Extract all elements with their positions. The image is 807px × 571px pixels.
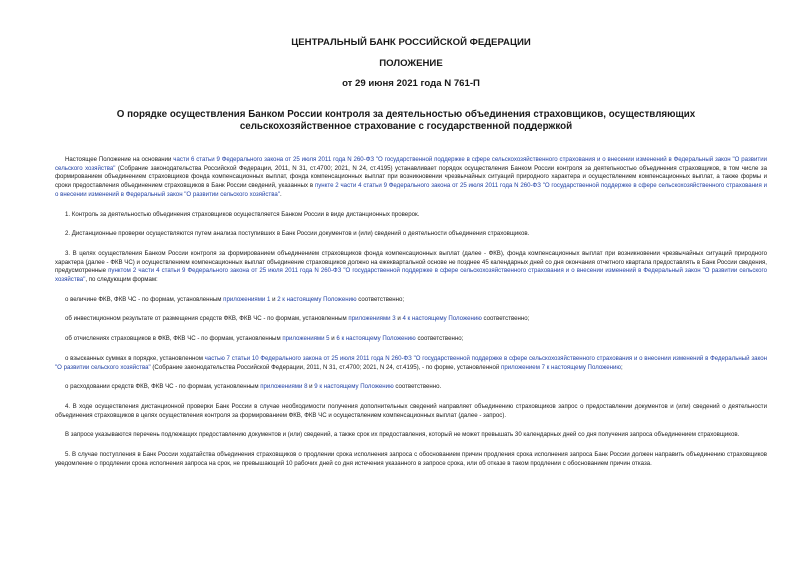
appendix-link[interactable]: 6 к настоящему Положению [336,335,416,343]
form-item: о расходовании средств ФКВ, ФКВ ЧС - по формам, установленным приложениями 8 и 9 к настоящему Положению соответственно. [65,383,442,391]
form-item: об инвестиционном результате от размещения средств ФКВ, ФКВ ЧС - по формам, установленным приложениями 3 и 4 к настоящему Положению соответственно; [65,315,530,323]
paragraph-2: 2. Дистанционные проверки осуществляются путем анализа поступивших в Банк России документов и (или) сведений о деятельности объединения страховщиков. [65,230,530,238]
appendix-link[interactable]: 4 к настоящему Положению [402,315,482,323]
law-link[interactable]: пунктом 2 части 4 статьи 9 Федерального закона от 25 июля 2011 года N 260-ФЗ "О государственной поддержке в сфере сельскохозяйственного страхования и о внесении изменений в Федеральный закон "О развитии сельского хозяйства" [55,267,767,284]
paragraph-1: 1. Контроль за деятельностью объединения страховщиков осуществляется Банком России в виде дистанционных проверок. [65,210,420,218]
appendix-link[interactable]: 9 к настоящему Положению [314,383,394,391]
appendix-link[interactable]: приложениями 1 [223,295,271,303]
paragraph-4: 4. В ходе осуществления дистанционной проверки Банк России в случае необходимости получения дополнительных сведений направляет объединению страховщиков запрос о предоставлении документов и (или) сведений о деятельности объединения страховщиков в целях осуществления контроля за формированием ФКВ, ФКВ ЧС и осуществлением компенсационных выплат (далее - запрос). [55,402,767,419]
appendix-link[interactable]: приложением 7 к настоящему Положению [501,363,621,371]
document-date-number: от 29 июня 2021 года N 761-П [342,78,480,89]
issuer-heading: ЦЕНТРАЛЬНЫЙ БАНК РОССИЙСКОЙ ФЕДЕРАЦИИ [291,37,531,48]
paragraph-3: 3. В целях осуществления Банком России контроля за формированием объединением страховщиков фонда компенсационных выплат (далее - ФКВ), фонда компенсационных выплат при возникновении чрезвычайных ситуаций природного характера (далее - ФКВ ЧС) и осуществлением компенсационных выплат объединение страховщиков должно на ежеквартальной основе не позднее 45 календарных дней со дня окончания отчетного квартала предоставлять в Банк России сведения, предусмотренные пунктом 2 части 4 статьи 9 Федерального закона от 25 июля 2011 года N 260-ФЗ "О государственной поддержке в сфере сельскохозяйственного страхования и о внесении изменений в Федеральный закон "О развитии сельского хозяйства", по следующим формам: [55,249,767,284]
document-title: О порядке осуществления Банком России контроля за деятельностью объединения страховщиков, осуществляющих сельскохозяйственное страхование с государственной поддержкой [116,109,696,132]
appendix-link[interactable]: приложениями 8 [260,383,308,391]
paragraph-5: 5. В случае поступления в Банк России ходатайства объединения страховщиков о продлении срока исполнения запроса с обоснованием причин продления срока исполнения запроса Банк России должен направить объединению страховщиков уведомление о продлении срока исполнения запроса на срок, не превышающий 10 рабочих дней со дня истечения указанного в запросе срока, или об отказе в таком продлении с обоснованием причин отказа. [55,451,767,467]
law-link[interactable]: частью 7 статьи 10 Федерального закона от 25 июля 2011 года N 260-ФЗ "О государственной поддержке в сфере сельскохозяйственного страхования и о внесении изменений в Федеральный закон "О развитии сельского хозяйства" [55,354,767,371]
law-link[interactable]: части 6 статьи 9 Федерального закона от 25 июля 2011 года N 260-ФЗ "О государственной поддержке в сфере сельскохозяйственного страхования и о внесении изменений в Федеральный закон "О развитии сельского хозяйства" [55,156,768,172]
form-item: о взысканных суммах в порядке, установленном частью 7 статьи 10 Федерального закона от 25 июля 2011 года N 260-ФЗ "О государственной поддержке в сфере сельскохозяйственного страхования и о внесении изменений в Федеральный закон "О развитии сельского хозяйства" (Собрание законодательства Российской Федерации, 2011, N 31, ст.4700; 2021, N 24, ст.4195), - по форме, установленной приложением 7 к настоящему Положению; [55,354,767,371]
paragraph-4-request: В запросе указываются перечень подлежащих предоставлению документов и (или) сведений, а также срок их предоставления, который не может превышать 30 календарных дней со дня получения запроса объединением страховщиков. [65,431,740,439]
form-item: о величине ФКВ, ФКВ ЧС - по формам, установленным приложениями 1 и 2 к настоящему Положению соответственно; [65,295,405,303]
appendix-link[interactable]: 2 к настоящему Положению [277,295,357,303]
document-type: ПОЛОЖЕНИЕ [379,58,443,69]
appendix-link[interactable]: приложениями 3 [348,315,396,323]
law-link[interactable]: пункте 2 части 4 статьи 9 Федерального закона от 25 июля 2011 года N 260-ФЗ "О государственной поддержке в сфере сельскохозяйственного страхования и о внесении изменений в Федеральный закон "О развитии сельского хозяйства" [55,182,767,198]
intro-paragraph: Настоящее Положение на основании части 6 статьи 9 Федерального закона от 25 июля 2011 года N 260-ФЗ "О государственной поддержке в сфере сельскохозяйственного страхования и о внесении изменений в Федеральный закон "О развитии сельского хозяйства" (Собрание законодательства Российской Федерации, 2011, N 31, ст.4700; 2021, N 24, ст.4195) устанавливает порядок осуществления Банком России контроля за деятельностью объединения страховщиков, в том числе за формированием объединением страховщиков фонда компенсационных выплат, фонда компенсационных выплат при возникновении чрезвычайных ситуаций природного характера и осуществлением компенсационных выплат, а также формы и сроки предоставления объединением страховщиков в Банк России сведений, указанных в пункте 2 части 4 статьи 9 Федерального закона от 25 июля 2011 года N 260-ФЗ "О государственной поддержке в сфере сельскохозяйственного страхования и о внесении изменений в Федеральный закон "О развитии сельского хозяйства". [55,156,768,198]
form-item: об отчислениях страховщиков в ФКВ, ФКВ ЧС - по формам, установленным приложениями 5 и 6 к настоящему Положению соответственно; [65,335,464,343]
appendix-link[interactable]: приложениями 5 [282,335,330,343]
